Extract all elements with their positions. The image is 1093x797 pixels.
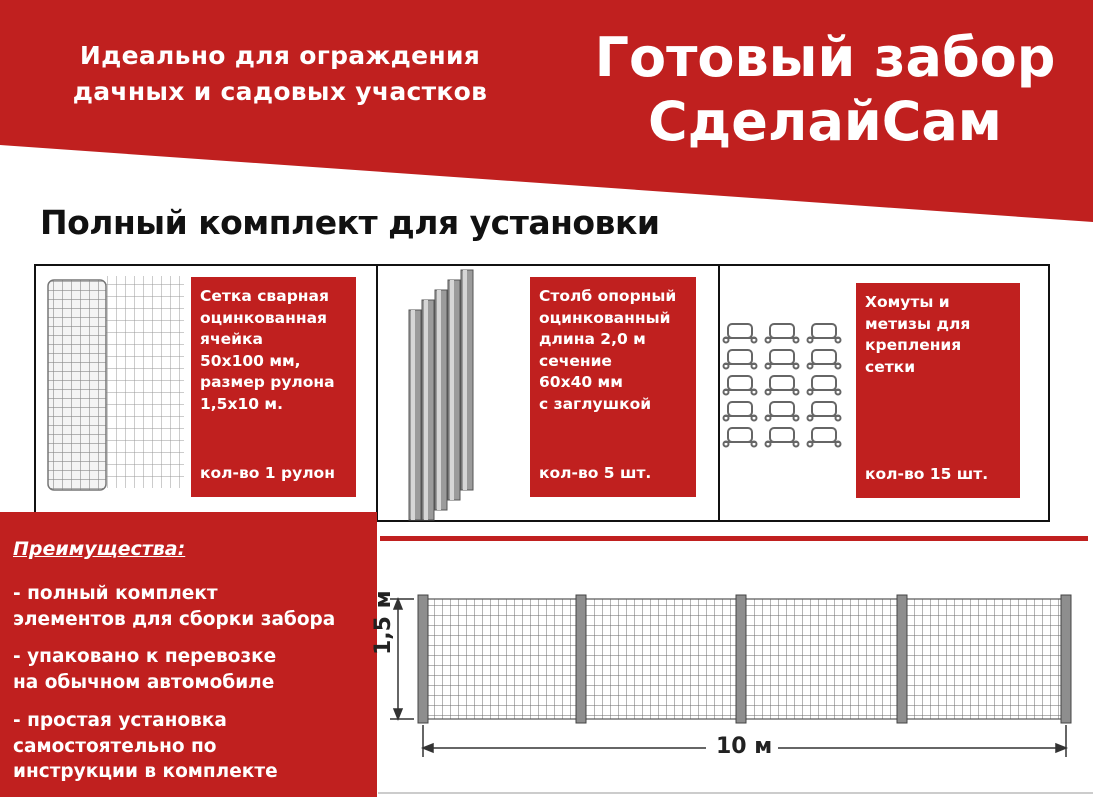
height-label: 1,5 м bbox=[371, 590, 396, 655]
brand-line1: Готовый забор bbox=[594, 26, 1056, 89]
divider bbox=[376, 264, 378, 522]
tagline-line2: дачных и садовых участков bbox=[72, 77, 488, 106]
advantage-item: - простая установка самостоятельно по инструкции в комплекте bbox=[13, 710, 278, 782]
mesh-description: Сетка сварная оцинкованная ячейка 50х100 мм, размер рулона 1,5х10 м. bbox=[200, 287, 335, 413]
tagline bbox=[10, 38, 550, 110]
post-description: Столб опорный оцинкованный длина 2,0 м сечение 60х40 мм с заглушкой bbox=[539, 287, 677, 413]
length-label: 10 м bbox=[716, 734, 773, 759]
advantages-title: Преимущества: bbox=[13, 538, 186, 560]
clamps-description: Хомуты и метизы для крепления сетки bbox=[865, 293, 971, 376]
clamps-info-box bbox=[856, 283, 1020, 498]
advantage-item: - упаковано к перевозке на обычном автомобиле bbox=[13, 646, 277, 693]
kit-title: Полный комплект для установки bbox=[40, 203, 660, 242]
mesh-roll-illustration bbox=[44, 272, 186, 494]
red-separator bbox=[380, 536, 1088, 541]
mesh-info-box bbox=[191, 277, 356, 497]
post-quantity: кол-во 5 шт. bbox=[539, 464, 652, 482]
divider bbox=[718, 264, 720, 522]
clamps-illustration bbox=[722, 318, 852, 466]
advantage-item: - полный комплект элементов для сборки забора bbox=[13, 583, 336, 630]
post-info-box bbox=[530, 277, 696, 497]
mesh-quantity: кол-во 1 рулон bbox=[200, 464, 335, 482]
tagline-line1: Идеально для ограждения bbox=[79, 41, 481, 70]
brand-title bbox=[570, 26, 1080, 154]
brand-line2: СделайСам bbox=[648, 90, 1002, 153]
posts-illustration bbox=[404, 268, 484, 522]
clamps-quantity: кол-во 15 шт. bbox=[865, 465, 989, 483]
bottom-divider bbox=[378, 792, 1093, 794]
